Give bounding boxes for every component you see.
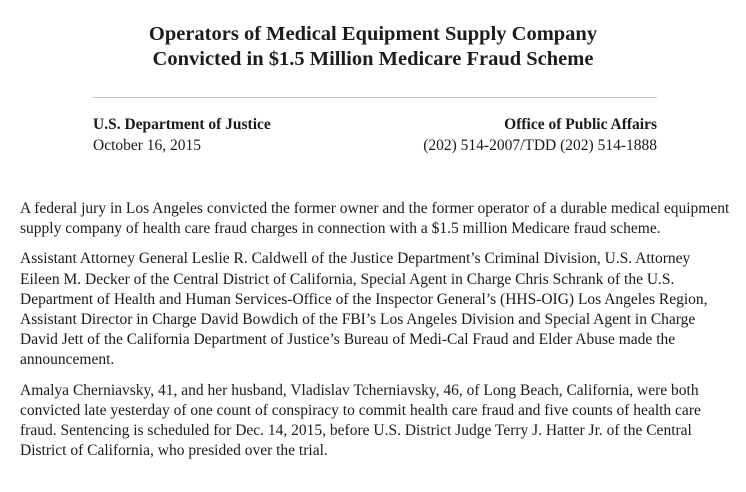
paragraph-1: A federal jury in Los Angeles convicted the former owner and the former operator of a durable medical equipment supply company of health care fraud charges in connection with a $1.5 million Medicare fraud scheme. bbox=[20, 200, 730, 238]
title-line-1: Operators of Medical Equipment Supply Company bbox=[148, 23, 598, 45]
office-phone: (202) 514-2007/TDD (202) 514-1888 bbox=[423, 137, 657, 154]
release-date: October 16, 2015 bbox=[93, 137, 202, 154]
divider bbox=[92, 97, 657, 98]
article-body bbox=[20, 199, 732, 471]
agency-name: U.S. Department of Justice bbox=[93, 116, 271, 133]
paragraph-3: Amalya Cherniavsky, 41, and her husband, Vladislav Tcherniavsky, 46, of Long Beach, California, were both convicted late yesterday of one count of conspiracy to commit health care fraud and five counts of health care fraud. Sentencing is scheduled for Dec. 14, 2015, before U.S. District Judge Terry J. Hatter Jr. of the Central District of California, who presided over the trial. bbox=[20, 381, 701, 460]
page-title bbox=[0, 22, 746, 72]
meta-office-block bbox=[423, 114, 657, 156]
paragraph-2: Assistant Attorney General Leslie R. Caldwell of the Justice Department’s Criminal Division, U.S. Attorney Eileen M. Decker of the Central District of California, Special Agent in Charge Chris Schrank of the U.S. Department of Health and Human Services-Office of the Inspector General’s (HHS-OIG) Los Angeles Region, Assistant Director in Charge David Bowdich of the FBI’s Los Angeles Division and Special Agent in Charge David Jett of the California Department of Justice’s Bureau of Medi-Cal Fraud and Elder Abuse made the announcement. bbox=[20, 250, 708, 369]
meta-agency-block bbox=[93, 114, 271, 156]
office-name: Office of Public Affairs bbox=[504, 116, 657, 133]
title-line-2: Convicted in $1.5 Million Medicare Fraud Scheme bbox=[152, 48, 594, 70]
